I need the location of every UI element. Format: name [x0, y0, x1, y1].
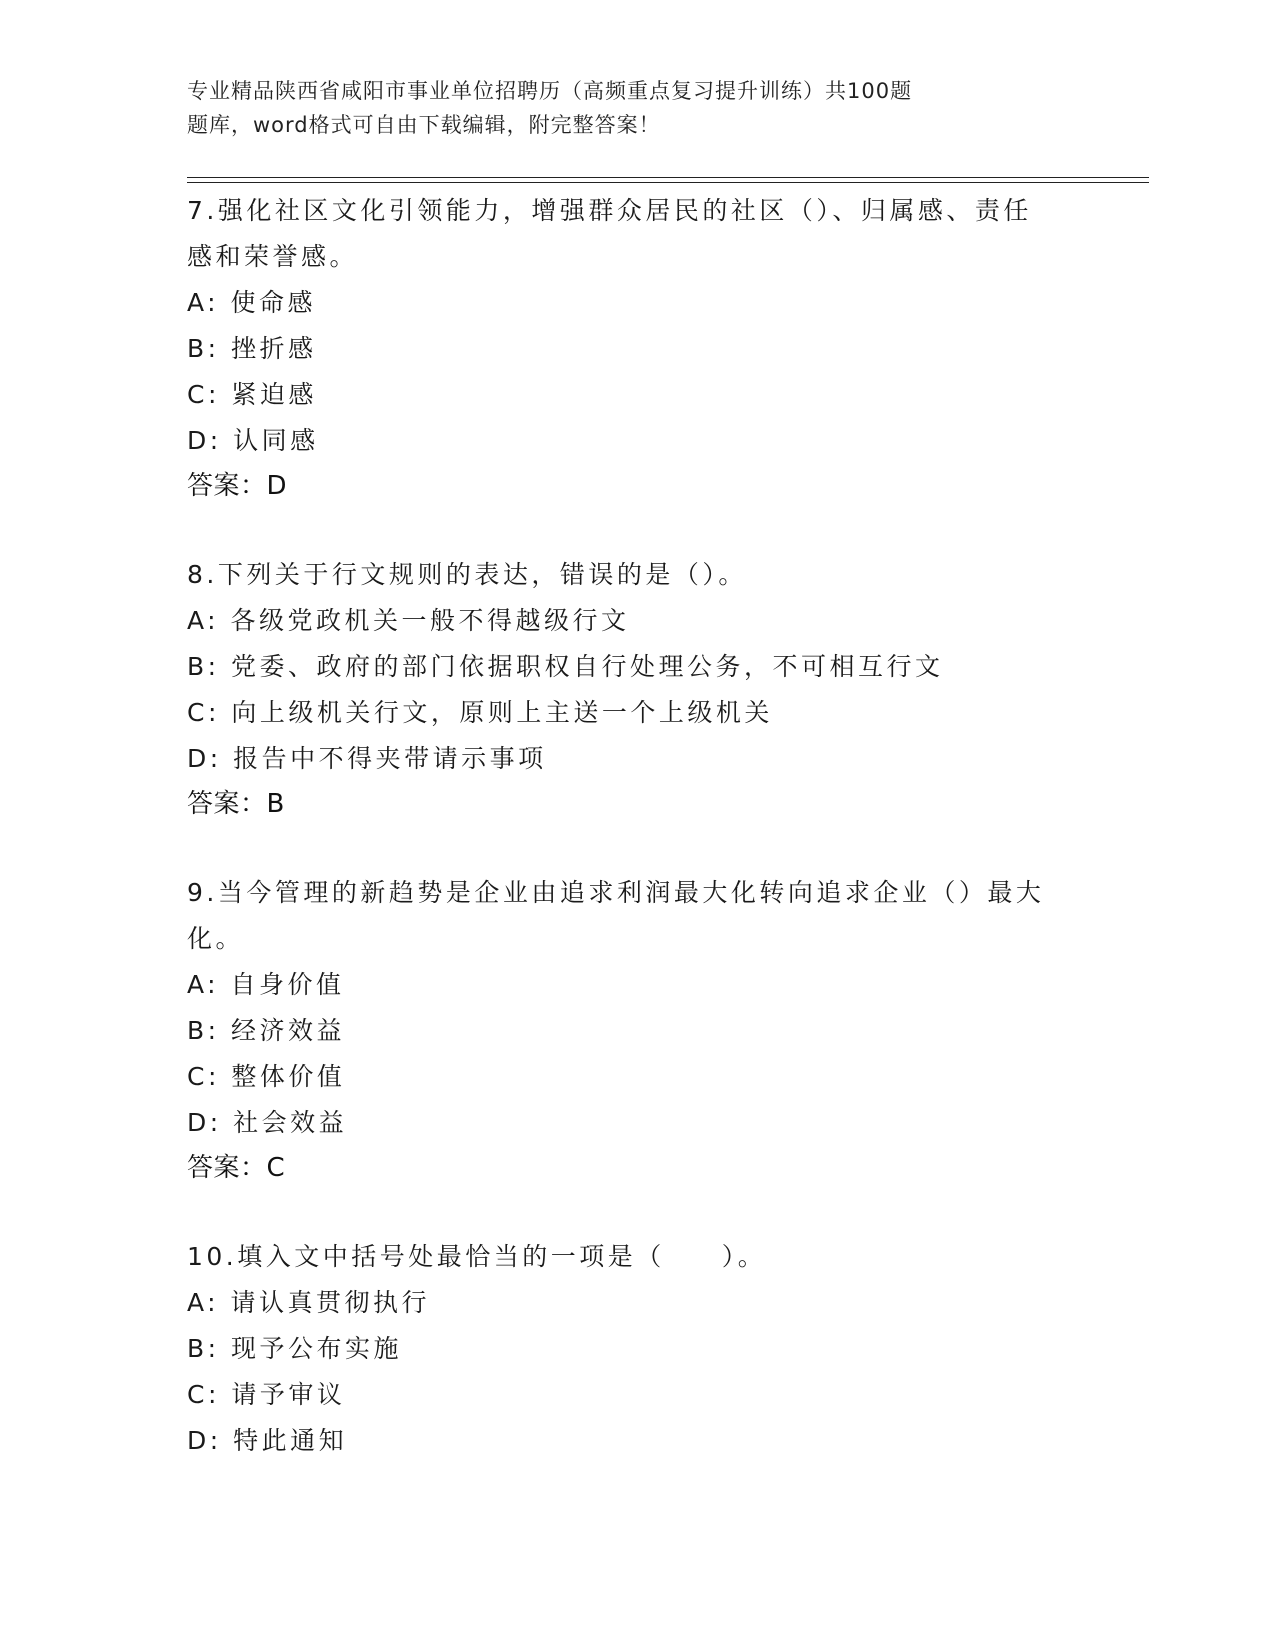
- question-spacer: [187, 1190, 1087, 1234]
- question-item: [187, 1234, 1087, 1464]
- question-stem-line: 7.强化社区文化引领能力，增强群众居民的社区（）、归属感、责任: [187, 196, 1032, 225]
- option-d: D: 报告中不得夹带请示事项: [187, 744, 547, 773]
- option-b: B: 党委、政府的部门依据职权自行处理公务，不可相互行文: [187, 652, 944, 681]
- question-stem-line: 9.当今管理的新趋势是企业由追求利润最大化转向追求企业（）最大: [187, 878, 1045, 907]
- question-item: [187, 188, 1087, 508]
- option-d: D: 特此通知: [187, 1426, 348, 1455]
- question-spacer: [187, 508, 1087, 552]
- option-b: B: 挫折感: [187, 334, 317, 363]
- question-spacer: [187, 826, 1087, 870]
- question-stem-line: 感和荣誉感。: [187, 242, 359, 271]
- header-divider-bottom: [187, 182, 1149, 183]
- answer-line: 答案：C: [187, 1153, 286, 1183]
- question-item: [187, 552, 1087, 826]
- header-line-2: 题库，word格式可自由下载编辑，附完整答案！: [187, 113, 661, 137]
- answer-line: 答案：D: [187, 471, 288, 501]
- option-c: C: 请予审议: [187, 1380, 346, 1409]
- question-item: [187, 870, 1087, 1190]
- option-a: A: 自身价值: [187, 970, 345, 999]
- header-divider-top: [187, 177, 1149, 178]
- question-stem-line: 化。: [187, 924, 245, 953]
- header-line-1: 专业精品陕西省咸阳市事业单位招聘历（高频重点复习提升训练）共100题: [187, 79, 913, 103]
- option-c: C: 向上级机关行文，原则上主送一个上级机关: [187, 698, 773, 727]
- option-a: A: 各级党政机关一般不得越级行文: [187, 606, 630, 635]
- question-list: [187, 188, 1087, 1464]
- answer-line: 答案：B: [187, 789, 285, 819]
- option-a: A: 使命感: [187, 288, 317, 317]
- option-b: B: 经济效益: [187, 1016, 346, 1045]
- option-b: B: 现予公布实施: [187, 1334, 403, 1363]
- option-c: C: 紧迫感: [187, 380, 317, 409]
- option-a: A: 请认真贯彻执行: [187, 1288, 431, 1317]
- document-header: [187, 74, 1017, 142]
- question-stem-line: 10.填入文中括号处最恰当的一项是（ ）。: [187, 1242, 767, 1271]
- option-d: D: 社会效益: [187, 1108, 348, 1137]
- option-c: C: 整体价值: [187, 1062, 346, 1091]
- question-stem-line: 8.下列关于行文规则的表达，错误的是（）。: [187, 560, 747, 589]
- option-d: D: 认同感: [187, 426, 319, 455]
